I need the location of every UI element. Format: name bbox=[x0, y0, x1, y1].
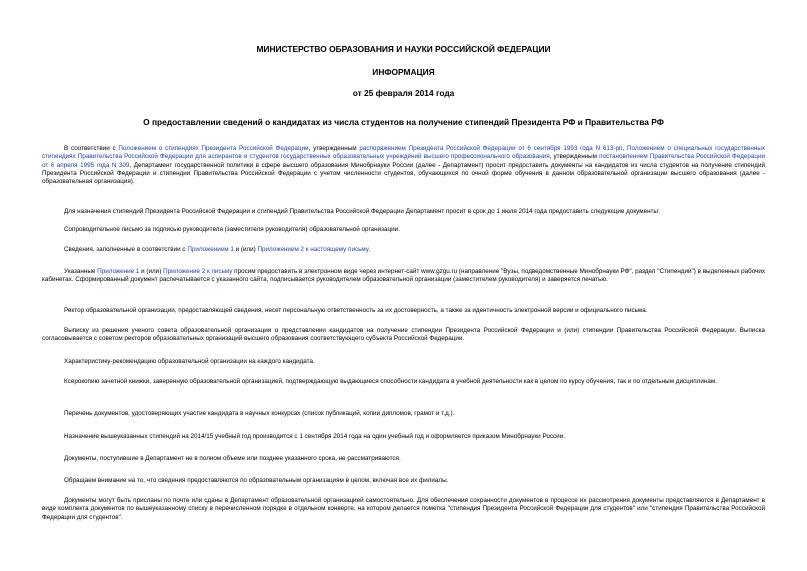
paragraph-electronic-submission: Указанные Приложение 1 и (или) Приложение 2 к письму просим предоставить в электронном виде через интернет-сайт www.gzgu.ru (направление "Вузы, подведомственные Минобрнауки РФ", раздел "Стипендии") в выделенных рабочих кабинетах. Сформированный документ распечатывается с указанного сайта, подписывается руководителем образовательной организации (заместителем руководителя) и заверяется печатью. bbox=[42, 268, 766, 284]
link-appendix-2-electronic[interactable]: Приложение 2 к письму bbox=[163, 268, 233, 275]
paragraph-delivery-method: Документы могут быть присланы по почте или сданы в Департамент образовательной организацией самостоятельно. Для обеспечения сохранности документов в процессе их рассмотрения документы представляются в Департамент в виде комплекта документов по вышеуказанному списку в перечисленном порядке в отдельном конверте, на котором делается пометка "стипендия Президента Российской Федерации для студентов" или "стипендия Правительства Российской Федерации для студентов". bbox=[42, 497, 765, 521]
paragraph-incomplete-documents: Документы, поступившие в Департамент не в полном объеме или позднее указанного срока, не рассматриваются. bbox=[64, 455, 401, 462]
link-president-scholarship-regulation[interactable]: Положением о стипендиях Президента Российской Федерации bbox=[118, 145, 309, 152]
link-government-scholarship-regulation[interactable]: Положением о специальных государственных стипендиях Правительства Российской Федерации для аспирантов и студентов государственных образовательных учреждений высшего профессионального образования bbox=[42, 145, 766, 161]
paragraph-cover-letter: Сопроводительное письмо за подписью руководителя (заместителя руководителя) образовательной организации. bbox=[64, 226, 400, 233]
document-date: от 25 февраля 2014 года bbox=[352, 88, 455, 98]
document-type-heading: ИНФОРМАЦИЯ bbox=[372, 67, 435, 77]
paragraph-competition-documents: Перечень документов, удостоверяющих участие кандидата в научных конкурсах (список публикаций, копии дипломов, грамот и т.д.). bbox=[64, 410, 455, 417]
paragraph-intro: В соответствии с Положением о стипендиях Президента Российской Федерации, утвержденным распоряжением Президента Российской Федерации от 6 сентября 1993 года N 613-рп, Положением о специальных государственных стипендиях Правительства Российской Федерации для аспирантов и студентов государственных образовательных учреждений высшего профессионального образования, утвержденным постановлением Правительства Российской Федерации от 6 апреля 1995 года N 309, Департамент государственной политики в сфере высшего образования Минобрнауки России (далее - Департамент) просит предоставить документы на кандидатов из числа студентов на получение стипендий Президента Российской Федерации и стипендии Правительства Российской Федерации с учетом численности студентов, обучающихся по очной форме обучения в данном образовательной организации высшего образования (далее - образовательная организация). bbox=[42, 145, 766, 186]
link-appendix-1-electronic[interactable]: Приложение 1 bbox=[97, 268, 140, 275]
link-government-decree-309[interactable]: постановлением Правительства Российской Федерации от 6 апреля 1995 года N 309 bbox=[42, 153, 766, 169]
link-president-order-613[interactable]: распоряжением Президента Российской Федерации от 6 сентября 1993 года N 613-рп bbox=[359, 145, 623, 152]
paragraph-appendix-info: Сведения, заполненные в соответствии с Приложением 1 и (или) Приложением 2 к настоящему письму. bbox=[64, 246, 371, 253]
paragraph-rector-responsibility: Ректор образовательной организации, предоставляющей сведения, несет персональную ответственность за их достоверность, а также за идентичность электронной версии и официального письма. bbox=[64, 307, 648, 314]
ministry-heading: МИНИСТЕРСТВО ОБРАЗОВАНИЯ И НАУКИ РОССИЙСКОЙ ФЕДЕРАЦИИ bbox=[256, 44, 551, 54]
paragraph-recommendation: Характеристику-рекомендацию образовательной организации на каждого кандидата. bbox=[64, 358, 315, 365]
paragraph-council-extract: Выписку из решения ученого совета образовательной организации о представлении кандидатов на получение стипендии Президента Российской Федерации и (или) стипендии Правительства Российской Федерации. Выписка согласовывается с советом ректоров образовательных организаций высшего образования соответствующего субъекта Российской Федерации. bbox=[42, 327, 765, 343]
document-title: О предоставлении сведений о кандидатах из числа студентов на получение стипендий Президента РФ и Правительства РФ bbox=[143, 117, 664, 127]
paragraph-gradebook-copy: Ксерокопию зачетной книжки, заверенную образовательной организацией, подтверждающую выдающиеся способности кандидата в учебной деятельности как в целом по курсу обучения, так и по отдельным дисциплинам. bbox=[64, 378, 717, 385]
paragraph-branches-note: Обращаем внимание на то, что сведения предоставляются по образовательным организациям в целом, включая все их филиалы. bbox=[64, 477, 449, 484]
link-appendix-1[interactable]: Приложением 1 bbox=[187, 246, 234, 253]
paragraph-deadline: Для назначения стипендий Президента Российской Федерации и стипендий Правительства Российской Федерации Департамент просит в срок до 1 июля 2014 года предоставить следующие документы: bbox=[64, 208, 660, 215]
link-appendix-2[interactable]: Приложением 2 к настоящему письму bbox=[257, 246, 369, 253]
paragraph-appointment-date: Назначение вышеуказанных стипендий на 2014/15 учебный год производится с 1 сентября 2014 года на один учебный год и оформляется приказом Минобрнауки России. bbox=[64, 433, 565, 440]
